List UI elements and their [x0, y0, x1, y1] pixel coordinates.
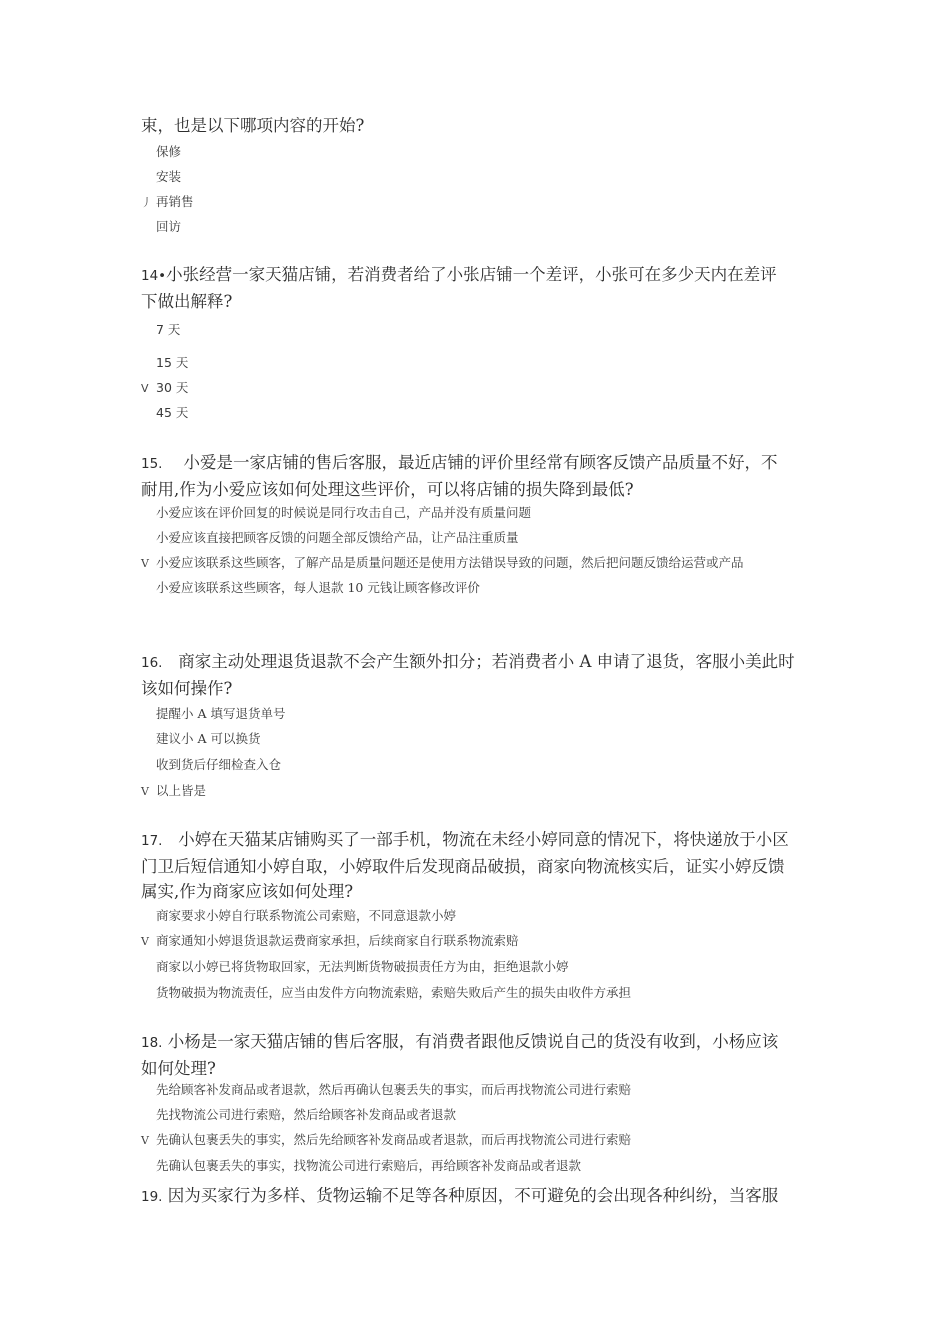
option-text: 货物破损为物流责任，应当由发件方向物流索赔，索赔失败后产生的损失由收件方承担	[156, 985, 632, 1000]
q13-stem: 束，也是以下哪项内容的开始?	[141, 116, 365, 135]
question-number: 15.	[141, 456, 163, 472]
option-text: 小爱应该联系这些顾客，了解产品是质量问题还是使用方法错误导致的问题，然后把问题反馈给运营或产品	[156, 555, 744, 570]
q14-option-3	[141, 380, 841, 397]
option-text: 小爱应该联系这些顾客，每人退款 10 元钱让顾客修改评价	[156, 580, 480, 595]
q13-option-2	[141, 169, 841, 185]
q15-option-2	[141, 530, 841, 546]
q13-option-3	[141, 194, 841, 211]
question-text: 下做出解释?	[141, 292, 233, 311]
q17-option-4	[141, 985, 841, 1001]
option-text: 保修	[156, 144, 182, 159]
option-text: 先找物流公司进行索赔，然后给顾客补发商品或者退款	[156, 1107, 457, 1122]
option-text: 以上皆是	[156, 783, 207, 798]
question-text: 如何处理?	[141, 1059, 216, 1078]
question-text: 属实,作为商家应该如何处理?	[141, 882, 354, 901]
q16-stem	[141, 649, 811, 701]
q16-option-4	[141, 783, 841, 800]
q18-option-1	[141, 1082, 841, 1098]
q18-option-4	[141, 1158, 841, 1174]
question-text: 因为买家行为多样、货物运输不足等各种原因，不可避免的会出现各种纠纷，当客服	[167, 1186, 779, 1205]
question-text: 小张经营一家天猫店铺，若消费者给了小张店铺一个差评，小张可在多少天内在差评	[166, 265, 777, 284]
q13-option-4	[141, 219, 841, 235]
q15-option-4	[141, 580, 841, 596]
option-text: 再销售	[156, 194, 194, 209]
q16-option-3	[141, 757, 841, 773]
q15-option-3	[141, 555, 841, 572]
answer-mark: 丿	[141, 196, 152, 209]
q16-option-1	[141, 706, 841, 722]
question-number: 18.	[141, 1035, 163, 1051]
q14-option-2	[141, 355, 841, 371]
q18-option-2	[141, 1107, 841, 1123]
question-number: 17.	[141, 833, 163, 849]
option-text: 安装	[156, 169, 182, 184]
q18-option-3	[141, 1132, 841, 1149]
option-text: 先确认包裹丢失的事实，找物流公司进行索赔后，再给顾客补发商品或者退款	[156, 1158, 582, 1173]
answer-mark: V	[141, 1134, 149, 1147]
question-text: 耐用,作为小爱应该如何处理这些评价，可以将店铺的损失降到最低?	[141, 480, 634, 499]
option-text: 先给顾客补发商品或者退款，然后再确认包裹丢失的事实，而后再找物流公司进行索赔	[156, 1082, 632, 1097]
question-number: 19.	[141, 1189, 163, 1205]
q17-option-3	[141, 959, 841, 975]
option-text: 提醒小 A 填写退货单号	[156, 706, 286, 721]
q14-stem	[141, 262, 811, 314]
option-text: 商家以小婷已将货物取回家，无法判断货物破损责任方为由，拒绝退款小婷	[156, 959, 569, 974]
question-text: 该如何操作?	[141, 679, 233, 698]
q18-stem	[141, 1029, 811, 1081]
option-text: 先确认包裹丢失的事实，然后先给顾客补发商品或者退款，而后再找物流公司进行索赔	[156, 1132, 632, 1147]
q14-option-4	[141, 405, 841, 421]
option-text: 建议小 A 可以换货	[156, 731, 261, 746]
answer-mark: V	[141, 935, 149, 948]
option-text: 商家通知小婷退货退款运费商家承担，后续商家自行联系物流索赔	[156, 933, 519, 948]
question-text: 小爱是一家店铺的售后客服，最近店铺的评价里经常有顾客反馈产品质量不好，不	[183, 453, 778, 472]
q16-option-2	[141, 731, 841, 747]
answer-mark: V	[141, 557, 149, 570]
q17-stem	[141, 827, 811, 904]
question-text: 小杨是一家天猫店铺的售后客服，有消费者跟他反馈说自己的货没有收到，小杨应该	[167, 1032, 779, 1051]
option-text: 30 天	[156, 380, 189, 395]
q14-option-1	[141, 322, 841, 338]
question-text: 小婷在天猫某店铺购买了一部手机，物流在未经小婷同意的情况下，将快递放于小区	[178, 830, 789, 849]
option-text: 回访	[156, 219, 182, 234]
q15-option-1	[141, 505, 841, 521]
answer-mark: V	[141, 382, 149, 395]
option-text: 7 天	[156, 322, 181, 337]
option-text: 收到货后仔细检查入仓	[156, 757, 282, 772]
question-text: 门卫后短信通知小婷自取，小婷取件后发现商品破损，商家向物流核实后，证实小婷反馈	[141, 857, 785, 876]
q15-stem	[141, 450, 811, 502]
question-text: 商家主动处理退货退款不会产生额外扣分；若消费者小 A 申请了退货，客服小美此时	[178, 652, 795, 671]
option-text: 小爱应该在评价回复的时候说是同行攻击自己，产品并没有质量问题	[156, 505, 532, 520]
answer-mark: V	[141, 785, 149, 798]
question-number: 14•	[141, 268, 167, 284]
option-text: 商家要求小婷自行联系物流公司索赔，不同意退款小婷	[156, 908, 457, 923]
option-text: 15 天	[156, 355, 189, 370]
option-text: 小爱应该直接把顾客反馈的问题全部反馈给产品，让产品注重质量	[156, 530, 519, 545]
q19-stem	[141, 1183, 811, 1210]
question-number: 16.	[141, 655, 163, 671]
q17-option-1	[141, 908, 841, 924]
q17-option-2	[141, 933, 841, 950]
q13-option-1	[141, 144, 841, 160]
option-text: 45 天	[156, 405, 189, 420]
